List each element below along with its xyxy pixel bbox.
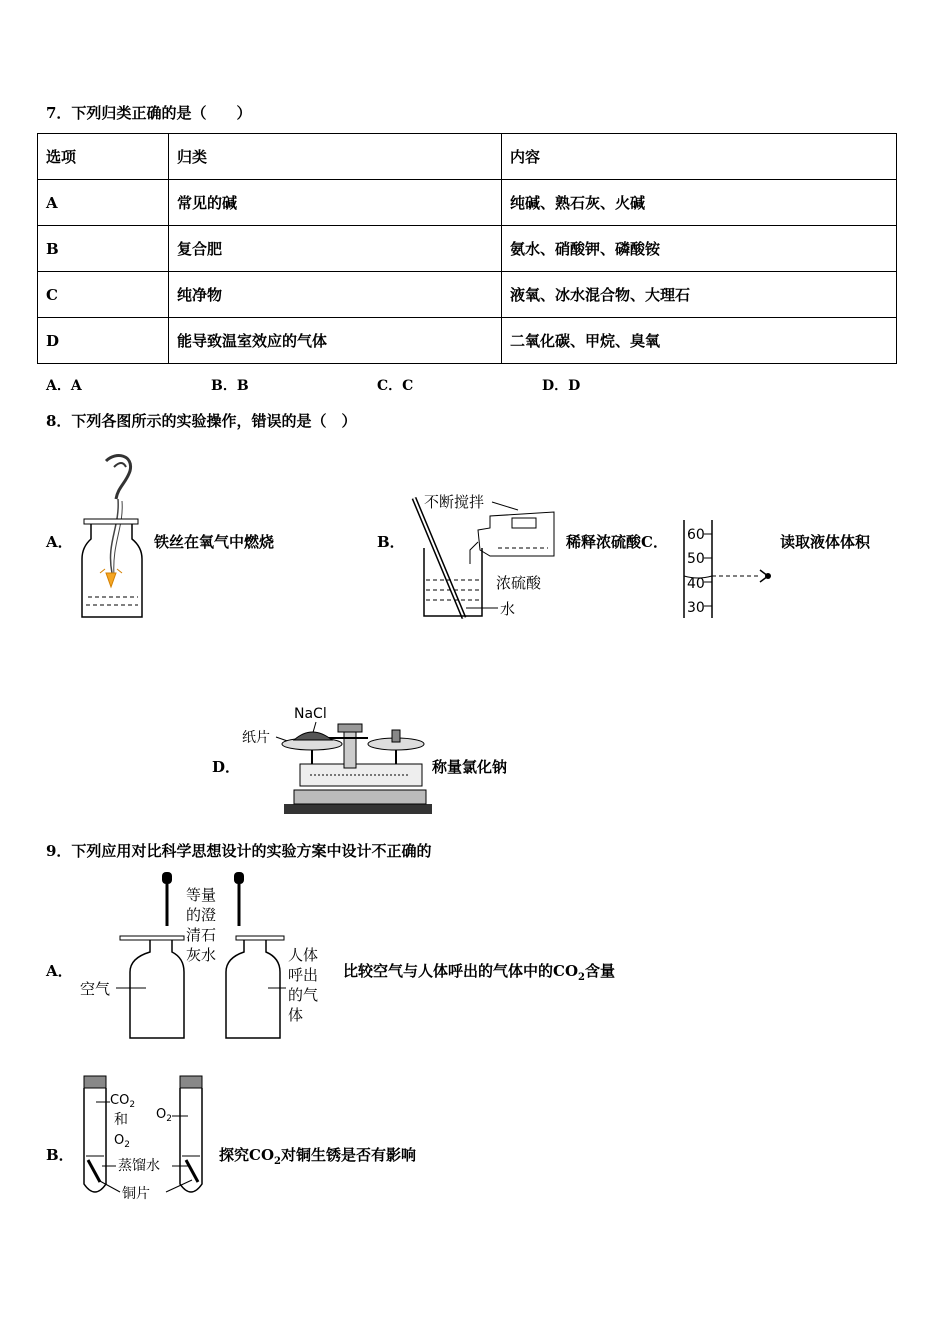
o2-formula: O xyxy=(114,1133,125,1148)
breath-label-3: 的气 xyxy=(288,986,319,1004)
o2-right-label xyxy=(156,1107,172,1124)
table-cell: 常见的碱 xyxy=(169,180,502,226)
q7-option-d: D．D xyxy=(542,378,581,394)
table-cell: 纯碱、熟石灰、火碱 xyxy=(502,180,897,226)
co2-label xyxy=(110,1093,135,1110)
distilled-water-label: 蒸馏水 xyxy=(118,1158,160,1174)
limewater-label-2: 的澄 xyxy=(186,906,217,924)
q9-a-label: A． xyxy=(46,962,73,980)
o2-subscript: 2 xyxy=(124,1140,130,1150)
table-header-row xyxy=(38,134,897,180)
formula: CO xyxy=(553,962,579,980)
gas-comparison-figure xyxy=(76,868,338,1044)
water-label: 水 xyxy=(500,600,516,618)
tick-50: 50 xyxy=(687,551,705,567)
copper-rust-figure xyxy=(76,1072,216,1206)
table-cell: B xyxy=(38,226,169,272)
acid-label: 浓硫酸 xyxy=(496,574,542,592)
table-cell: D xyxy=(38,318,169,364)
header-cell: 内容 xyxy=(502,134,897,180)
table-cell: 复合肥 xyxy=(169,226,502,272)
table-cell: 氨水、硝酸钾、磷酸铵 xyxy=(502,226,897,272)
q8-a-label: A． xyxy=(46,533,73,551)
table-row xyxy=(38,226,897,272)
o2-label xyxy=(114,1133,130,1150)
balance-figure xyxy=(240,700,432,814)
caption-text: 探究 xyxy=(219,1146,250,1164)
q8-b-label: B． xyxy=(377,533,405,551)
header-cell: 选项 xyxy=(38,134,169,180)
q8-a-caption: 铁丝在氧气中燃烧 xyxy=(154,533,275,551)
tick-60: 60 xyxy=(687,527,705,543)
and-label: 和 xyxy=(114,1112,128,1128)
q9-a-caption xyxy=(343,960,615,983)
q9-b-label: B． xyxy=(46,1146,74,1164)
table-cell: A xyxy=(38,180,169,226)
breath-label-4: 体 xyxy=(288,1006,304,1024)
caption-text: 含量 xyxy=(585,962,616,980)
q7-option-c: C．C xyxy=(377,378,414,394)
table-cell: 纯净物 xyxy=(169,272,502,318)
tick-40: 40 xyxy=(687,576,705,592)
caption-text: 比较空气与人体呼出的气体中的 xyxy=(343,962,554,980)
table-row xyxy=(38,272,897,318)
paper-label: 纸片 xyxy=(242,730,270,746)
co2-subscript: 2 xyxy=(129,1100,136,1110)
breath-label-1: 人体 xyxy=(288,946,319,964)
limewater-label-1: 等量 xyxy=(186,886,217,904)
air-label: 空气 xyxy=(80,980,111,998)
table-cell: 能导致温室效应的气体 xyxy=(169,318,502,364)
iron-wire-burning-figure xyxy=(76,447,148,623)
formula: CO xyxy=(249,1146,275,1164)
q7-option-b: B．B xyxy=(211,378,249,394)
q8-d-caption: 称量氯化钠 xyxy=(432,758,508,776)
q8-title: 8．下列各图所示的实验操作，错误的是（ ） xyxy=(46,412,357,430)
breath-label-2: 呼出 xyxy=(288,966,319,984)
table-row xyxy=(38,180,897,226)
header-cell: 归类 xyxy=(169,134,502,180)
graduated-cylinder-figure xyxy=(678,518,778,622)
table-cell: 二氧化碳、甲烷、臭氧 xyxy=(502,318,897,364)
table-cell: C xyxy=(38,272,169,318)
q8-b-caption: 稀释浓硫酸C． xyxy=(566,533,668,551)
formula-subscript: 2 xyxy=(578,972,585,983)
q9-b-caption xyxy=(219,1144,416,1167)
formula-subscript: 2 xyxy=(274,1156,281,1167)
q7-title: 7．下列归类正确的是（ ） xyxy=(46,104,252,122)
q7-table xyxy=(37,133,897,364)
limewater-label-4: 灰水 xyxy=(186,946,217,964)
q8-d-label: D． xyxy=(212,758,241,776)
o2-right-formula: O xyxy=(156,1107,167,1122)
nacl-label: NaCl xyxy=(294,706,327,722)
tick-30: 30 xyxy=(687,600,705,616)
co2-formula: CO xyxy=(110,1093,130,1108)
limewater-label-3: 清石 xyxy=(186,926,217,944)
q7-option-a: A．A xyxy=(46,378,82,394)
caption-text: 对铜生锈是否有影响 xyxy=(281,1146,417,1164)
o2-right-subscript: 2 xyxy=(166,1114,172,1124)
dilute-acid-figure xyxy=(408,490,566,622)
copper-label: 铜片 xyxy=(122,1186,150,1202)
table-row xyxy=(38,318,897,364)
q8-c-caption: 读取液体体积 xyxy=(780,533,871,551)
q9-title: 9．下列应用对比科学思想设计的实验方案中设计不正确的 xyxy=(46,842,432,860)
table-cell: 液氧、冰水混合物、大理石 xyxy=(502,272,897,318)
stir-label: 不断搅拌 xyxy=(424,493,485,511)
